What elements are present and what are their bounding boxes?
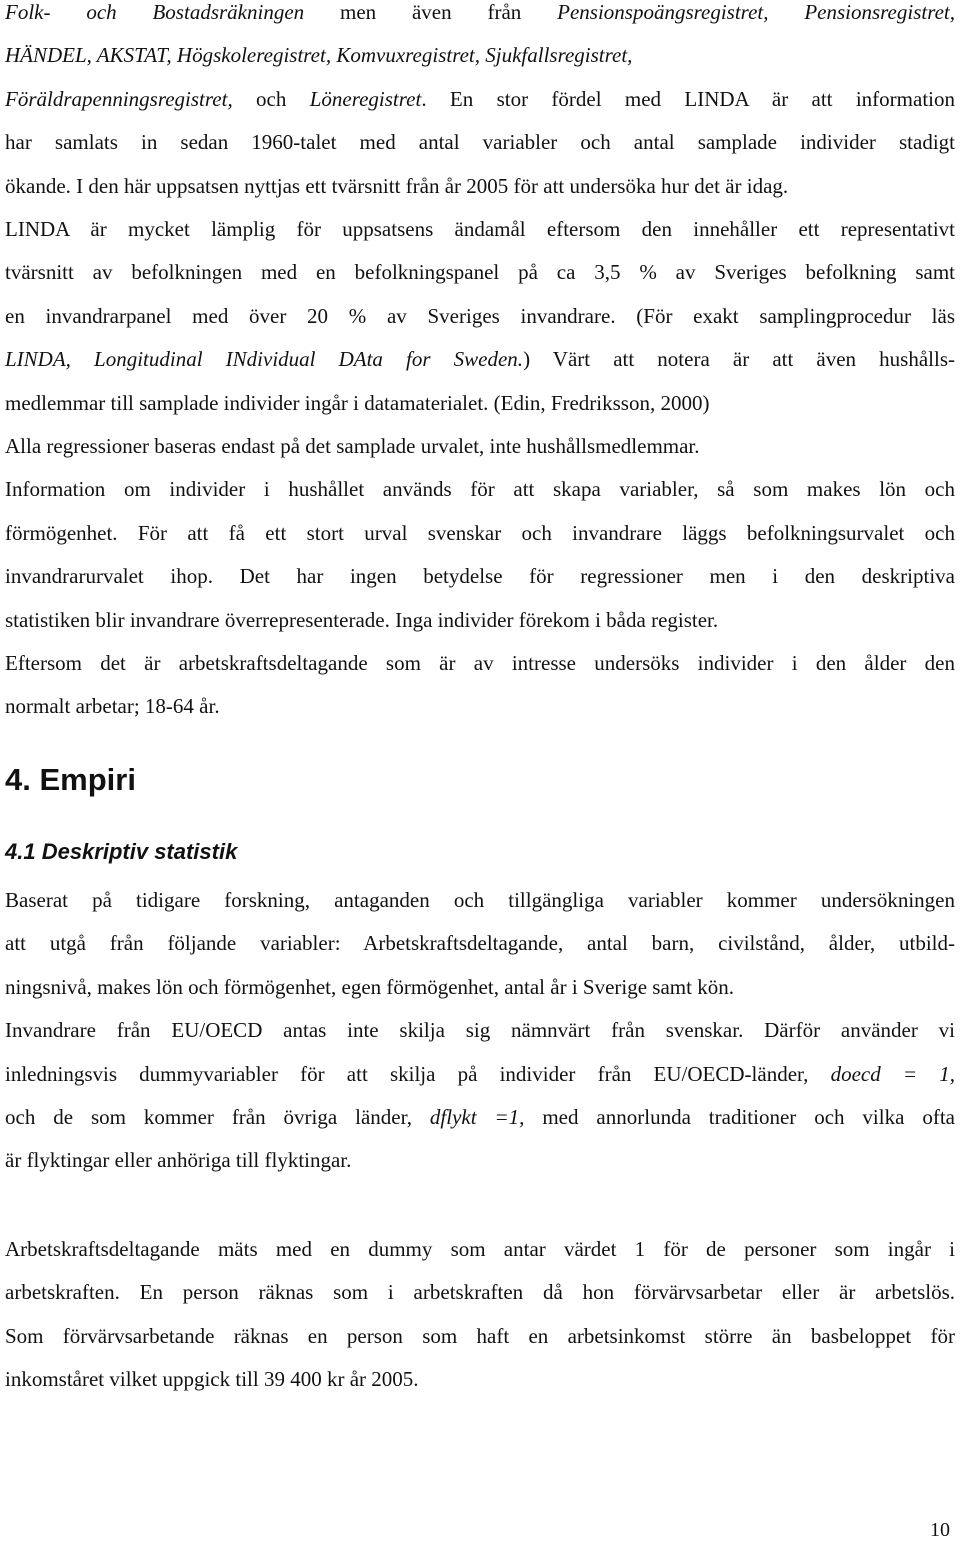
text-span: Information om individer i hushållet används för att skapa variabler, så som makes lön och <box>5 477 955 501</box>
text-span: LINDA är mycket lämplig för uppsatsens ändamål eftersom den innehåller ett representativt <box>5 217 955 241</box>
text-line <box>5 1237 955 1262</box>
section-heading: 4. Empiri <box>5 762 136 797</box>
text-span: Baserat på tidigare forskning, antaganden och tillgängliga variabler kommer undersökningen <box>5 888 955 912</box>
text-line <box>5 651 955 676</box>
text-span: Eftersom det är arbetskraftsdeltagande som är av intresse undersöks individer i den ålder den <box>5 651 955 675</box>
text-span: arbetskraften. En person räknas som i arbetskraften då hon förvärvsarbetar eller är arbetslös. <box>5 1280 955 1304</box>
text-span: Alla regressioner baseras endast på det samplade urvalet, inte hushållsmedlemmar. <box>5 434 700 458</box>
text-line <box>5 347 955 372</box>
text-line <box>5 391 709 416</box>
text-line <box>5 888 955 913</box>
text-span: ningsnivå, makes lön och förmögenhet, egen förmögenhet, antal år i Sverige samt kön. <box>5 975 734 999</box>
text-span: . En stor fördel med LINDA är att information <box>421 87 955 111</box>
text-line <box>5 564 955 589</box>
italic-text: dflykt =1, <box>429 1105 525 1129</box>
text-span: men även från <box>304 0 558 24</box>
text-line <box>5 477 955 502</box>
text-span: medlemmar till samplade individer ingår i datamaterialet. (Edin, Fredriksson, 2000) <box>5 391 710 415</box>
text-line <box>5 1062 955 1087</box>
text-span: med annorlunda traditioner och vilka ofta <box>524 1105 955 1129</box>
text-span: normalt arbetar; 18-64 år. <box>5 694 220 718</box>
text-line <box>5 1018 955 1043</box>
page-number: 10 <box>930 1519 950 1541</box>
text-line <box>5 1105 955 1130</box>
text-span: en invandrarpanel med över 20 % av Sveriges invandrare. (För exakt samplingprocedur läs <box>5 304 955 328</box>
text-span: Invandrare från EU/OECD antas inte skilja sig nämnvärt från svenskar. Därför använder vi <box>5 1018 955 1042</box>
text-span: att utgå från följande variabler: Arbetskraftsdeltagande, antal barn, civilstånd, ålder, utbild- <box>5 931 955 955</box>
text-line <box>5 608 718 633</box>
text-line <box>5 434 700 459</box>
text-line <box>5 1148 351 1173</box>
text-line <box>5 521 955 546</box>
text-span: inledningsvis dummyvariabler för att skilja på individer från EU/OECD-länder, <box>5 1062 831 1086</box>
text-span: Arbetskraftsdeltagande mäts med en dummy som antar värdet 1 för de personer som ingår i <box>5 1237 955 1261</box>
text-span: Som förvärvsarbetande räknas en person som haft en arbetsinkomst större än basbeloppet för <box>5 1324 955 1348</box>
italic-text: LINDA, Longitudinal INdividual DAta for Sweden. <box>5 347 524 371</box>
text-line <box>5 1280 955 1305</box>
text-line <box>5 0 955 25</box>
text-span: invandrarurvalet ihop. Det har ingen betydelse för regressioner men i den deskriptiva <box>5 564 955 588</box>
text-span: statistiken blir invandrare överrepresenterade. Inga individer förekom i båda register. <box>5 608 719 632</box>
text-line <box>5 174 788 199</box>
italic-text: Pensionspoängsregistret, Pensionsregistret, <box>557 0 956 24</box>
italic-text: doecd = 1, <box>830 1062 956 1086</box>
text-span: ) Värt att notera är att även hushålls- <box>523 347 955 371</box>
italic-text: Folk- och Bostadsräkningen <box>5 0 305 24</box>
text-span: och <box>232 87 310 111</box>
text-line <box>5 43 632 68</box>
text-line <box>5 217 955 242</box>
text-line <box>5 304 955 329</box>
text-span: och de som kommer från övriga länder, <box>5 1105 430 1129</box>
text-line <box>5 931 955 956</box>
text-span: ökande. I den här uppsatsen nyttjas ett tvärsnitt från år 2005 för att undersöka hur det är idag. <box>5 174 789 198</box>
italic-text: Löneregistret <box>309 87 422 111</box>
text-line <box>5 975 734 1000</box>
text-span: tvärsnitt av befolkningen med en befolkningspanel på ca 3,5 % av Sveriges befolkning samt <box>5 260 955 284</box>
text-span: inkomståret vilket uppgick till 39 400 kr år 2005. <box>5 1367 419 1391</box>
text-span: är flyktingar eller anhöriga till flyktingar. <box>5 1148 352 1172</box>
italic-text: HÄNDEL, AKSTAT, Högskoleregistret, Komvuxregistret, Sjukfallsregistret, <box>5 43 633 67</box>
text-span: förmögenhet. För att få ett stort urval svenskar och invandrare läggs befolkningsurvalet och <box>5 521 955 545</box>
text-line <box>5 1367 419 1392</box>
text-span: har samlats in sedan 1960-talet med antal variabler och antal samplade individer stadigt <box>5 130 955 154</box>
text-line <box>5 694 220 719</box>
text-line <box>5 130 955 155</box>
text-line <box>5 1324 955 1349</box>
text-line <box>5 87 955 112</box>
text-line <box>5 260 955 285</box>
subsection-heading: 4.1 Deskriptiv statistik <box>5 839 238 864</box>
italic-text: Föräldrapenningsregistret, <box>5 87 233 111</box>
